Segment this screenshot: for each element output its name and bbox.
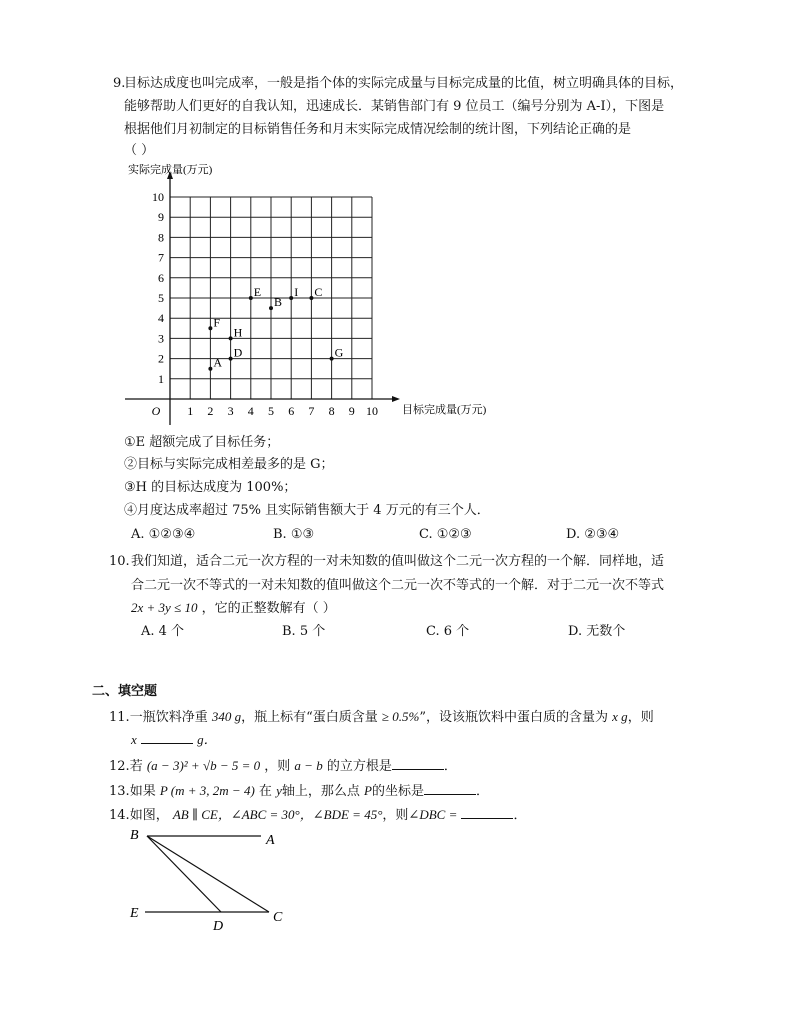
q14-parallel: AB ∥ CE <box>172 807 218 822</box>
q11-line2-var: x <box>131 732 137 747</box>
y-tick-label: 4 <box>158 311 164 326</box>
data-point <box>229 336 233 340</box>
q10-option-d: D. 无数个 <box>568 624 626 639</box>
q12-line <box>109 757 457 775</box>
q11-text-tail: ，则 <box>627 710 654 725</box>
q12-answer-blank[interactable] <box>392 757 444 770</box>
point-label: E <box>253 285 262 299</box>
x-axis-label: 目标完成量(万元) <box>402 404 487 416</box>
q13-axis: y <box>276 783 282 798</box>
data-point <box>309 296 313 300</box>
y-tick-label: 3 <box>158 331 164 346</box>
data-point <box>249 296 253 300</box>
point-label: H <box>233 325 243 340</box>
y-tick-label: 5 <box>158 291 164 305</box>
point-label: D <box>233 345 243 360</box>
q12-number: 12. <box>109 759 130 774</box>
q11-weight: 340 g <box>211 709 242 724</box>
label-b: B <box>130 828 139 843</box>
q10-inequality: 2x + 3y ≤ 10 <box>131 600 198 615</box>
x-axis-arrow <box>392 396 400 402</box>
q12-text-post: 的立方根是 <box>326 759 392 774</box>
y-tick-label: 2 <box>158 351 164 366</box>
point-label: C <box>314 285 323 299</box>
q9-statement-2: ②目标与实际完成相差最多的是 G； <box>124 457 334 472</box>
data-point <box>269 306 273 310</box>
q10-option-c: C. 6 个 <box>426 624 470 639</box>
q9-answer-paren: （ ） <box>124 143 155 158</box>
x-tick-label: 2 <box>207 404 214 418</box>
q9-option-a: A. ①②③④ <box>131 527 196 542</box>
q11-line2-unit: g． <box>197 732 217 747</box>
q11-number: 11. <box>109 710 130 725</box>
q13-point: P (m + 3, 2m − 4) <box>159 783 255 798</box>
q10-line2: 合二元一次不等式的一对未知数的值叫做这个二元一次不等式的一个解．对于二元一次不等式 <box>131 578 665 593</box>
q14-text-post: ，则 <box>382 808 409 823</box>
q13-text-mid: 在 <box>258 784 272 799</box>
q9-statement-1: ①E 超额完成了目标任务； <box>124 435 280 450</box>
y-tick-label: 8 <box>158 230 164 245</box>
q11-line2 <box>131 731 217 749</box>
q10-line3: ，它的正整数解有（ ） <box>201 601 336 616</box>
label-c: C <box>273 910 283 925</box>
q10-number: 10. <box>109 554 130 569</box>
section-title: 二、填空题 <box>92 684 158 699</box>
q14-line <box>109 806 527 824</box>
q14-text-pre: 如图， <box>129 808 169 823</box>
q13-line <box>109 782 489 800</box>
y-tick-label: 10 <box>152 190 164 204</box>
q14-answer-blank[interactable] <box>461 806 513 819</box>
q9-number: 9. <box>113 76 126 91</box>
q13-text-post: 轴上，那么点 <box>281 784 360 799</box>
q12-expression: a − b <box>294 758 323 773</box>
q11-text-post: ”，设该瓶饮料中蛋白质的含量为 <box>419 710 609 725</box>
q13-text-pre: 如果 <box>129 784 156 799</box>
q12-text-mid: ，则 <box>264 759 291 774</box>
q11-answer-blank[interactable] <box>141 731 193 744</box>
q14-end: ． <box>513 808 527 823</box>
q11-line1 <box>109 708 654 726</box>
origin-label: O <box>151 404 161 418</box>
q11-text-pre: 一瓶饮料净重 <box>129 710 208 725</box>
y-tick-label: 9 <box>158 210 164 225</box>
q10-option-a: A. 4 个 <box>141 624 185 639</box>
geometry-figure <box>125 826 300 936</box>
data-point <box>289 296 293 300</box>
x-tick-label: 9 <box>348 404 355 418</box>
line-bc <box>147 836 269 912</box>
point-label: B <box>274 295 283 310</box>
data-point <box>229 357 233 361</box>
q14-angle-bde: ，∠BDE = 45° <box>299 807 383 822</box>
q9-line3: 根据他们月初制定的目标销售任务和月末实际完成情况绘制的统计图，下列结论正确的是 <box>124 122 632 137</box>
q14-angle-dbc: ∠DBC = <box>408 807 458 822</box>
point-label: G <box>334 345 344 360</box>
label-d: D <box>213 919 224 934</box>
q14-angle-abc: ，∠ABC = 30° <box>217 807 300 822</box>
q9-line1: 目标达成度也叫完成率，一般是指个体的实际完成量与目标完成量的比值，树立明确具体的目标， <box>124 76 684 91</box>
x-tick-label: 5 <box>268 404 274 418</box>
label-e: E <box>130 906 139 921</box>
q9-option-b: B. ①③ <box>273 527 315 542</box>
scatter-chart <box>118 155 498 430</box>
data-point <box>330 357 334 361</box>
y-tick-label: 6 <box>158 270 164 285</box>
point-label: F <box>213 315 221 330</box>
data-point <box>208 367 212 371</box>
x-tick-label: 8 <box>328 404 335 418</box>
x-tick-label: 10 <box>366 404 378 418</box>
x-tick-label: 1 <box>187 404 194 418</box>
q9-statement-3: ③H 的目标达成度为 100%； <box>124 480 297 495</box>
q9-option-c: C. ①②③ <box>419 527 472 542</box>
q12-text-pre: 若 <box>129 759 143 774</box>
q12-equation: (a − 3)² + √b − 5 = 0 <box>146 758 261 773</box>
q9-option-d: D. ②③④ <box>566 527 620 542</box>
y-tick-label: 7 <box>158 250 164 265</box>
y-axis-label: 实际完成量(万元) <box>128 164 213 176</box>
q13-answer-blank[interactable] <box>424 782 476 795</box>
q13-number: 13. <box>109 784 130 799</box>
line-bd <box>147 836 221 912</box>
q13-end: ． <box>475 784 489 799</box>
q12-end: ． <box>443 759 457 774</box>
q11-condition: ≥ 0.5% <box>381 709 420 724</box>
point-label: A <box>213 355 223 370</box>
data-point <box>208 326 212 330</box>
x-tick-label: 3 <box>227 404 234 418</box>
q11-variable: x g <box>612 709 628 724</box>
q10-line1: 我们知道，适合二元一次方程的一对未知数的值叫做这个二元一次方程的一个解．同样地，适 <box>131 554 665 569</box>
point-label: I <box>294 285 299 299</box>
q14-number: 14. <box>109 808 130 823</box>
q11-text-mid: ，瓶上标有“蛋白质含量 <box>241 710 378 725</box>
q13-point-var: P <box>364 783 372 798</box>
q9-statement-4: ④月度达成率超过 75% 且实际销售额大于 4 万元的有三个人． <box>124 503 490 518</box>
q10-option-b: B. 5 个 <box>282 624 326 639</box>
q13-text-tail: 的坐标是 <box>371 784 424 799</box>
x-tick-label: 7 <box>308 404 315 418</box>
y-tick-label: 1 <box>158 371 164 386</box>
label-a: A <box>266 833 275 848</box>
x-tick-label: 6 <box>288 404 295 418</box>
x-tick-label: 4 <box>247 404 254 418</box>
q9-line2: 能够帮助人们更好的自我认知，迅速成长．某销售部门有 9 位员工（编号分别为 A-I），下图是 <box>124 99 665 114</box>
